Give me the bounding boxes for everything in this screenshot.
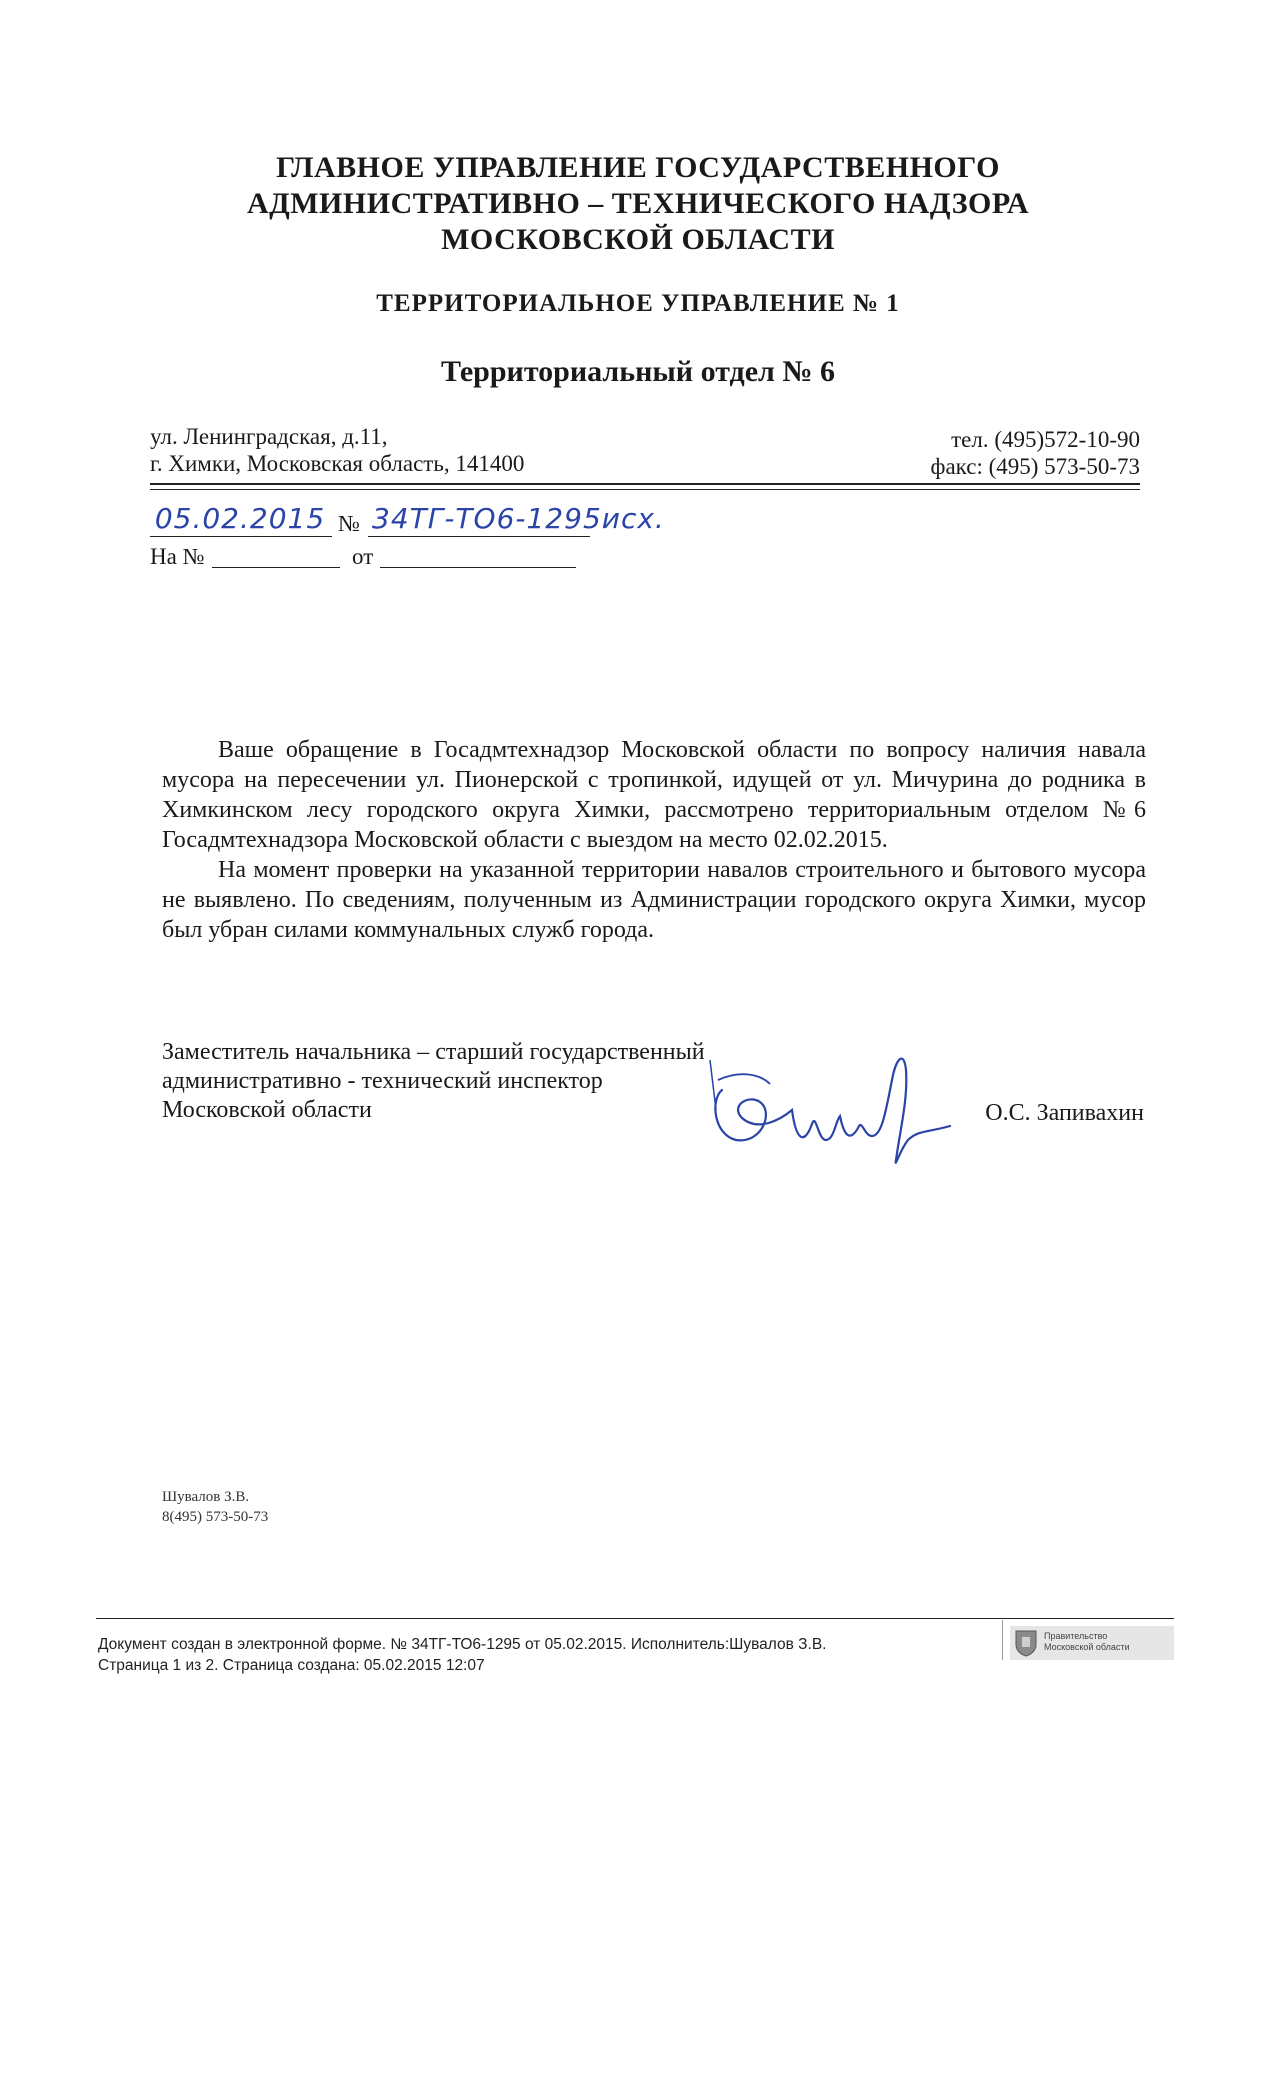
handwritten-date: 05.02.2015 — [154, 502, 326, 535]
fax-number: факс: (495) 573-50-73 — [930, 454, 1140, 479]
logo-text-line1: Правительство — [1044, 1631, 1108, 1641]
org-title-line1: ГЛАВНОЕ УПРАВЛЕНИЕ ГОСУДАРСТВЕННОГО — [276, 151, 1000, 184]
handwritten-outgoing-number: 34ТГ-ТО6-1295исх. — [372, 502, 665, 535]
footer-document-info: Документ создан в электронной форме. № 34ТГ-ТО6-1295 от 05.02.2015. Исполнитель:Шувалов З.В. — [98, 1636, 827, 1653]
address-line2: г. Химки, Московская область, 141400 — [150, 451, 525, 476]
number-underline — [368, 536, 590, 537]
footer-rule — [96, 1618, 1174, 1619]
address-line1: ул. Ленинградская, д.11, — [150, 424, 388, 449]
letter-body — [162, 735, 1146, 945]
coat-of-arms-icon — [1014, 1629, 1038, 1657]
reply-to-label: На № — [150, 544, 205, 569]
handwritten-signature — [700, 1040, 970, 1170]
logo-text-line2: Московской области — [1044, 1642, 1130, 1652]
footer-logo-divider — [1002, 1620, 1003, 1660]
government-logo — [1010, 1626, 1174, 1660]
footer-page-info: Страница 1 из 2. Страница создана: 05.02.2015 12:07 — [98, 1657, 485, 1674]
body-paragraph-1: Ваше обращение в Госадмтехнадзор Московской области по вопросу наличия навала мусора на пересечении ул. Пионерской с тропинкой, идущей от ул. Мичурина до родника в Химкинском лесу городского округа Химки, рассмотрено территориальным отделом №6 Госадмтехнадзора Московской области с выездом на место 02.02.2015. — [162, 737, 1146, 853]
signer-position-line1: Заместитель начальника – старший государственный — [162, 1039, 705, 1065]
executor-name: Шувалов З.В. — [162, 1489, 250, 1505]
header-rule-thick — [150, 483, 1140, 485]
territorial-admin-title: ТЕРРИТОРИАЛЬНОЕ УПРАВЛЕНИЕ № 1 — [376, 290, 900, 317]
department-title: Территориальный отдел № 6 — [440, 355, 835, 388]
signer-position-line2: административно - технический инспектор — [162, 1068, 603, 1094]
body-paragraph-2: На момент проверки на указанной территории навалов строительного и бытового мусора не выявлено. По сведениям, полученным из Администрации городского округа Химки, мусор был убран силами коммунальных служб города. — [162, 857, 1146, 943]
number-label: № — [338, 511, 360, 536]
signer-position-line3: Московской области — [162, 1097, 372, 1123]
reply-from-label: от — [352, 544, 374, 569]
reply-number-underline — [212, 567, 340, 568]
org-title-line3: МОСКОВСКОЙ ОБЛАСТИ — [441, 223, 835, 256]
executor-phone: 8(495) 573-50-73 — [162, 1509, 269, 1525]
date-underline — [150, 536, 332, 537]
signer-name: О.С. Запивахин — [985, 1100, 1144, 1126]
org-title-line2: АДМИНИСТРАТИВНО – ТЕХНИЧЕСКОГО НАДЗОРА — [246, 187, 1030, 220]
header-rule-thin — [150, 489, 1140, 490]
phone-number: тел. (495)572-10-90 — [951, 427, 1140, 452]
reply-date-underline — [380, 567, 576, 568]
